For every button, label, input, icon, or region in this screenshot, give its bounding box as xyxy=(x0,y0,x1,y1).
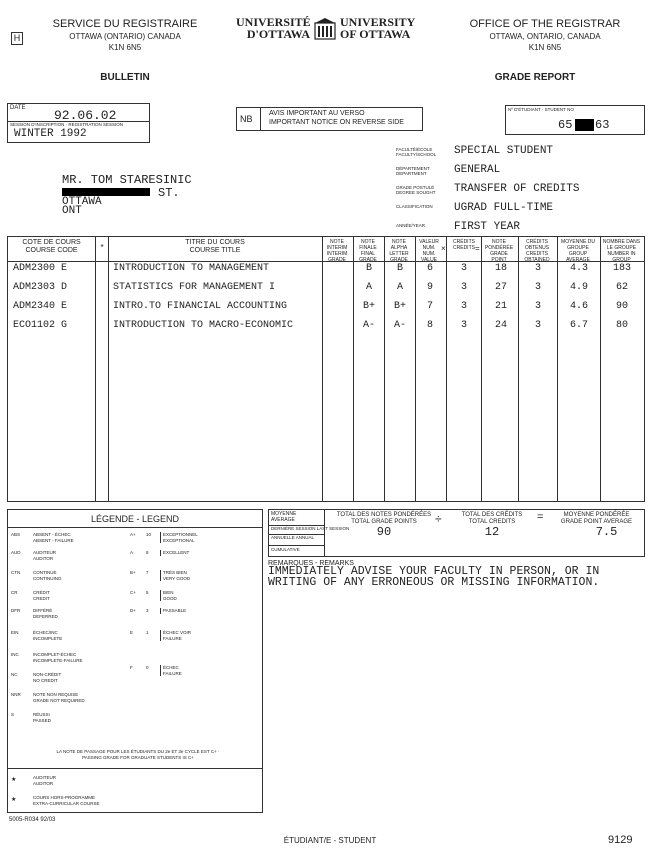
legend-description-en: GRADE NOT REQUIRED xyxy=(33,697,85,703)
group-count-header: NOMBRE DANS LE GROUPE NUMBER IN GROUP xyxy=(602,239,641,263)
cell-alpha: B xyxy=(396,263,403,274)
legend-description-en: INCOMPLETE-FAILURE xyxy=(33,657,83,663)
redaction-bar xyxy=(575,119,594,131)
legend-description-en: AUDITOR xyxy=(33,555,54,561)
average-label-en: AVERAGE xyxy=(271,517,295,523)
total-points-header-fr: TOTAL DES NOTES PONDÉRÉES xyxy=(336,512,432,518)
info-label-fr: FACULTÉ/ÉCOLE xyxy=(396,147,433,152)
table-column-divider xyxy=(95,236,96,501)
legend-code: CR xyxy=(11,590,18,595)
legend-grade-description-en: GOOD xyxy=(163,595,177,601)
legend-description-fr: NON-CRÉDIT xyxy=(33,672,62,677)
legend-description xyxy=(33,630,62,641)
legend-grade-value: 8 xyxy=(146,550,149,555)
cell-title: INTRO.TO FINANCIAL ACCOUNTING xyxy=(113,301,288,312)
legend-description-en: ABSENT - FAILURE xyxy=(33,537,74,543)
form-code: 5005-R034 92/03 xyxy=(9,817,56,823)
legend-code: S xyxy=(11,712,15,717)
total-points-header-en: TOTAL GRADE POINTS xyxy=(351,519,417,525)
info-label-en: DEPARTMENT xyxy=(396,171,427,176)
legend-description-fr: CRÉDIT xyxy=(33,590,50,595)
cell-obtained: 3 xyxy=(534,301,541,312)
cell-final: B+ xyxy=(362,301,375,312)
remarks-label: REMARQUES - REMARKS xyxy=(268,560,354,567)
course-code-header-en: COURSE CODE xyxy=(25,247,78,254)
registrar-en-postal: K1N 6N5 xyxy=(528,43,562,52)
date-label: DATE xyxy=(10,105,26,111)
university-logo xyxy=(236,16,436,46)
gpa-header-fr: MOYENNE PONDÉRÉE xyxy=(563,512,630,518)
gpa-header-en: GRADE POINT AVERAGE xyxy=(560,519,633,525)
student-number-prefix: 65 xyxy=(558,118,573,132)
legend-grade: A xyxy=(130,550,134,555)
times-sign: × xyxy=(441,244,446,253)
legend-box xyxy=(7,509,263,813)
legend-description-fr: ABSENT - ÉCHEC xyxy=(33,532,71,537)
legend-note: LA NOTE DE PASSAGE POUR LES ÉTUDIANTS DU 2e ET 3e CYCLE EST C+ · PASSING GRADE FOR GRADUATE STUDENTS IS C+ xyxy=(56,749,220,760)
table-column-divider xyxy=(481,236,482,501)
legend-description xyxy=(33,692,85,703)
date-session-box xyxy=(7,103,150,143)
cell-count: 62 xyxy=(615,282,628,293)
student-city: OTTAWA xyxy=(62,196,102,208)
grade-point-header: NOTE PONDÉRÉE GRADE POINT xyxy=(484,239,514,263)
cell-alpha: A xyxy=(396,282,403,293)
university-name-en-line1: UNIVERSITY xyxy=(340,15,416,29)
info-value: GENERAL xyxy=(454,164,501,176)
legend-description-en: NO CREDIT xyxy=(33,677,58,683)
cell-credits: 3 xyxy=(460,320,467,331)
legend-grade-description-fr: EXCELLENT xyxy=(163,550,190,555)
legend-code: ABS xyxy=(11,532,21,537)
cell-num: 7 xyxy=(426,301,433,312)
notice-fr: AVIS IMPORTANT AU VERSO xyxy=(269,110,365,117)
legend-grade: D+ xyxy=(130,608,136,613)
cell-code: ECO1102 G xyxy=(13,320,68,331)
table-column-divider xyxy=(384,236,385,501)
legend-description-fr: INCOMPLET-ÉCHEC xyxy=(33,652,77,657)
table-column-divider xyxy=(446,236,447,501)
legend-description-en: CREDIT xyxy=(33,595,50,601)
course-title-header-fr: TITRE DU COURS xyxy=(185,239,245,246)
info-label-fr: GRADE POSTULÉ xyxy=(396,185,435,190)
table-column-divider xyxy=(518,236,519,501)
extra-curricular-symbol: ★ xyxy=(11,797,17,803)
cell-obtained: 3 xyxy=(534,320,541,331)
page-number: 9129 xyxy=(608,834,633,846)
legend-code: DFR xyxy=(11,608,21,613)
legend-grade-description-fr: ÉCHEC VOIR xyxy=(163,630,192,635)
average-label-fr: MOYENNE xyxy=(271,511,297,517)
legend-description xyxy=(33,712,51,723)
group-average-header: MOYENNE DU GROUPE GROUP AVERAGE xyxy=(561,239,595,263)
auditor-label xyxy=(33,775,56,786)
legend-description-fr: AUDITEUR xyxy=(33,550,57,555)
cell-code: ADM2303 D xyxy=(13,282,68,293)
auditor-label-en: AUDITOR xyxy=(33,780,54,786)
course-title-header xyxy=(110,239,320,255)
table-column-divider xyxy=(353,236,354,501)
legend-grade-description xyxy=(160,630,191,641)
cell-title: INTRODUCTION TO MACRO-ECONOMIC xyxy=(113,320,294,331)
info-value: FIRST YEAR xyxy=(454,221,521,233)
course-title-header-en: COURSE TITLE xyxy=(189,247,241,254)
street-suffix: ST. xyxy=(158,186,180,200)
bulletin-label: BULLETIN xyxy=(100,72,150,83)
student-province: ONT xyxy=(62,205,82,217)
gpa-header xyxy=(549,512,644,526)
info-label-en: CLASSIFICATION xyxy=(396,204,433,209)
remarks-line-2: WRITING OF ANY ERRONEOUS OR MISSING INFORMATION. xyxy=(268,576,600,589)
legend-code: AUD xyxy=(11,550,21,555)
university-name-fr xyxy=(236,16,310,40)
legend-description xyxy=(33,652,83,663)
total-credits-header-fr: TOTAL DES CRÉDITS xyxy=(461,512,523,518)
legend-description-en: DEFERRED xyxy=(33,613,58,619)
cell-final: A- xyxy=(362,320,375,331)
cell-code: ADM2340 E xyxy=(13,301,68,312)
remarks-line-1: IMMEDIATELY ADVISE YOUR FACULTY IN PERSON, OR IN xyxy=(268,565,600,578)
extra-curricular-label-en: EXTRA-CURRICULAR COURSE xyxy=(33,800,100,806)
notice-en: IMPORTANT NOTICE ON REVERSE SIDE xyxy=(269,119,404,126)
university-name-en-line2: OF OTTAWA xyxy=(340,27,411,41)
total-credits-value: 12 xyxy=(484,525,500,539)
legend-code: EIN xyxy=(11,630,19,635)
cell-points: 24 xyxy=(494,320,507,331)
course-code-header-fr: COTE DE COURS xyxy=(22,239,81,246)
credits-obtained-header: CRÉDITS OBTENUS CREDITS OBTAINED xyxy=(524,239,550,263)
registrar-fr-title: SERVICE DU REGISTRAIRE xyxy=(52,18,198,30)
info-label-en: DEGREE SOUGHT xyxy=(396,190,436,195)
legend-description-en: INCOMPLETE xyxy=(33,635,63,641)
info-value: UGRAD FULL-TIME xyxy=(454,202,554,214)
copy-label: ÉTUDIANT/E - STUDENT xyxy=(283,836,377,845)
legend-description xyxy=(33,532,74,543)
legend-description xyxy=(33,590,50,601)
legend-code: INC xyxy=(11,652,19,657)
legend-grade-value: 10 xyxy=(146,532,152,537)
cumulative-label: CUMULATIVE xyxy=(271,547,300,552)
last-session-label: DERNIÈRE SESSION LAST SESSION xyxy=(271,526,350,531)
legend-title: LÉGENDE - LEGEND xyxy=(90,514,180,524)
cell-count: 90 xyxy=(615,301,628,312)
summary-equals-sign: = xyxy=(537,511,544,523)
cell-alpha: B+ xyxy=(393,301,406,312)
legend-description-fr: DIFFÉRÉ xyxy=(33,608,53,613)
registrar-en-address: OTTAWA, ONTARIO, CANADA xyxy=(489,32,601,41)
info-label-en: FACULTY/SCHOOL xyxy=(396,152,437,157)
student-name: MR. TOM STARESINIC xyxy=(62,173,192,187)
legend-grade: C+ xyxy=(130,590,136,595)
cell-points: 27 xyxy=(494,282,507,293)
legend-code: CTN xyxy=(11,570,21,575)
average-label xyxy=(271,511,296,523)
legend-grade-description xyxy=(160,532,198,543)
legend-description-fr: NOTE NON REQUISE xyxy=(33,692,79,697)
legend-grade-description xyxy=(160,590,177,601)
legend-grade-value: 7 xyxy=(146,570,149,575)
legend-grade-description xyxy=(160,608,186,614)
notice-box xyxy=(236,107,423,131)
legend-grade-description-en: VERY GOOD xyxy=(163,575,191,581)
cell-points: 18 xyxy=(494,263,507,274)
nb-label: NB xyxy=(240,114,253,124)
total-credits-header-en: TOTAL CREDITS xyxy=(468,519,516,525)
cell-num: 6 xyxy=(426,263,433,274)
divide-sign: ÷ xyxy=(435,512,442,526)
info-label-en: ANNÉE/YEAR xyxy=(396,223,426,228)
session-value: WINTER 1992 xyxy=(14,128,87,140)
registrar-fr-postal: K1N 6N5 xyxy=(108,43,142,52)
cell-points: 21 xyxy=(494,301,507,312)
cell-count: 80 xyxy=(615,320,628,331)
legend-grade-value: 0 xyxy=(146,665,149,670)
legend-grade-description xyxy=(160,665,182,676)
cell-num: 8 xyxy=(426,320,433,331)
legend-code: NNR xyxy=(11,692,21,697)
star-header: * xyxy=(100,243,104,252)
cell-avg: 4.6 xyxy=(569,301,588,312)
cell-obtained: 3 xyxy=(534,282,541,293)
legend-description xyxy=(33,570,62,581)
cell-avg: 6.7 xyxy=(569,320,588,331)
cell-alpha: A- xyxy=(393,320,406,331)
info-label xyxy=(396,204,452,209)
legend-description-en: PASSED xyxy=(33,717,51,723)
legend-grade-description-fr: PASSABLE xyxy=(163,608,187,613)
extra-curricular-label xyxy=(33,795,100,806)
total-points-value: 90 xyxy=(376,525,392,539)
gpa-value: 7.5 xyxy=(595,525,618,539)
info-label xyxy=(396,223,452,228)
cell-count: 183 xyxy=(612,263,631,274)
cell-avg: 4.9 xyxy=(569,282,588,293)
legend-description xyxy=(33,550,56,561)
cell-credits: 3 xyxy=(460,263,467,274)
student-number-box xyxy=(505,105,645,135)
student-number-suffix: 63 xyxy=(595,118,610,132)
extra-curricular-label-fr: COURS HORS-PROGRAMME xyxy=(33,795,96,800)
legend-grade: F xyxy=(130,665,133,670)
cell-final: A xyxy=(365,282,372,293)
total-credits-header xyxy=(447,512,537,526)
legend-grade-value: 5 xyxy=(146,590,149,595)
legend-grade: B+ xyxy=(130,570,136,575)
registrar-fr-address: OTTAWA (ONTARIO) CANADA xyxy=(69,32,181,41)
university-name-en xyxy=(340,16,430,40)
table-column-divider xyxy=(322,236,323,501)
university-crest-icon xyxy=(314,18,336,40)
auditor-label-fr: AUDITEUR xyxy=(33,775,57,780)
cell-avg: 4.3 xyxy=(569,263,588,274)
annual-label: ANNUELLE ANNUAL xyxy=(271,535,315,540)
legend-grade-description-en: FAILURE xyxy=(163,670,182,676)
legend-grade-description-fr: TRÈS BIEN xyxy=(163,570,187,575)
info-label xyxy=(396,185,452,195)
final-grade-header: NOTE FINALE FINAL GRADE xyxy=(359,239,377,263)
legend-description-fr: CONTINUE xyxy=(33,570,57,575)
date-value: 92.06.02 xyxy=(54,108,117,123)
credits-header: CRÉDITS CREDITS xyxy=(453,239,475,251)
cell-code: ADM2300 E xyxy=(13,263,68,274)
university-name-fr-line1: UNIVERSITÉ xyxy=(236,15,311,29)
letter-grade-header: NOTE ALPHA LETTER GRADE xyxy=(389,239,409,263)
numeric-value-header: VALEUR NUM. NUM. VALUE xyxy=(419,239,439,263)
legend-description xyxy=(33,608,58,619)
form-mark: H xyxy=(11,32,23,45)
registrar-en-title: OFFICE OF THE REGISTRAR xyxy=(469,18,621,30)
legend-description-fr: ÉCHEC/INC xyxy=(33,630,58,635)
session-label: SESSION D'INSCRIPTION · REGISTRATION SESSION xyxy=(10,122,124,127)
legend-description-en: CONTINUING xyxy=(33,575,62,581)
cell-title: INTRODUCTION TO MANAGEMENT xyxy=(113,263,270,274)
cell-credits: 3 xyxy=(460,301,467,312)
legend-code: NC xyxy=(11,672,18,677)
legend-grade-description-fr: BIEN xyxy=(163,590,174,595)
legend-grade-value: 3 xyxy=(146,608,149,613)
redaction-bar xyxy=(62,188,150,196)
cell-final: B xyxy=(365,263,372,274)
cell-num: 9 xyxy=(426,282,433,293)
legend-grade-description-en: EXCEPTIONAL xyxy=(163,537,195,543)
info-label-fr: DÉPARTEMENT xyxy=(396,166,430,171)
legend-grade-description xyxy=(160,550,189,556)
legend-description-fr: RÉUSSI xyxy=(33,712,50,717)
info-label xyxy=(396,147,452,157)
table-column-divider xyxy=(600,236,601,501)
university-name-fr-line2: D'OTTAWA xyxy=(246,27,310,41)
remarks-text xyxy=(268,566,599,588)
legend-grade: E xyxy=(130,630,134,635)
grade-report-label: GRADE REPORT xyxy=(494,72,576,83)
cell-title: STATISTICS FOR MANAGEMENT I xyxy=(113,282,276,293)
total-points-header xyxy=(329,512,439,526)
student-address xyxy=(62,175,192,186)
legend-grade: A+ xyxy=(130,532,136,537)
auditor-symbol: ★ xyxy=(11,777,17,783)
legend-grade-value: 1 xyxy=(146,630,149,635)
cell-obtained: 3 xyxy=(534,263,541,274)
info-value: SPECIAL STUDENT xyxy=(454,145,554,157)
student-number-label: Nº D'ÉTUDIANT · STUDENT NO xyxy=(508,107,574,112)
legend-grade-description xyxy=(160,570,190,581)
legend-grade-description-fr: ÉCHEC xyxy=(163,665,179,670)
course-code-header xyxy=(8,239,95,255)
info-label xyxy=(396,166,452,176)
cell-credits: 3 xyxy=(460,282,467,293)
legend-grade-description-en: FAILURE xyxy=(163,635,182,641)
table-column-divider xyxy=(108,236,109,501)
legend-grade-description-fr: EXCEPTIONNEL xyxy=(163,532,198,537)
table-column-divider xyxy=(557,236,558,501)
equals-sign: = xyxy=(475,244,480,253)
course-table xyxy=(7,236,645,502)
interim-grade-header: NOTE INTERIM INTERIM GRADE xyxy=(326,239,348,263)
table-column-divider xyxy=(415,236,416,501)
legend-description xyxy=(33,672,61,683)
info-value: TRANSFER OF CREDITS xyxy=(454,183,580,195)
summary-box xyxy=(268,509,645,557)
